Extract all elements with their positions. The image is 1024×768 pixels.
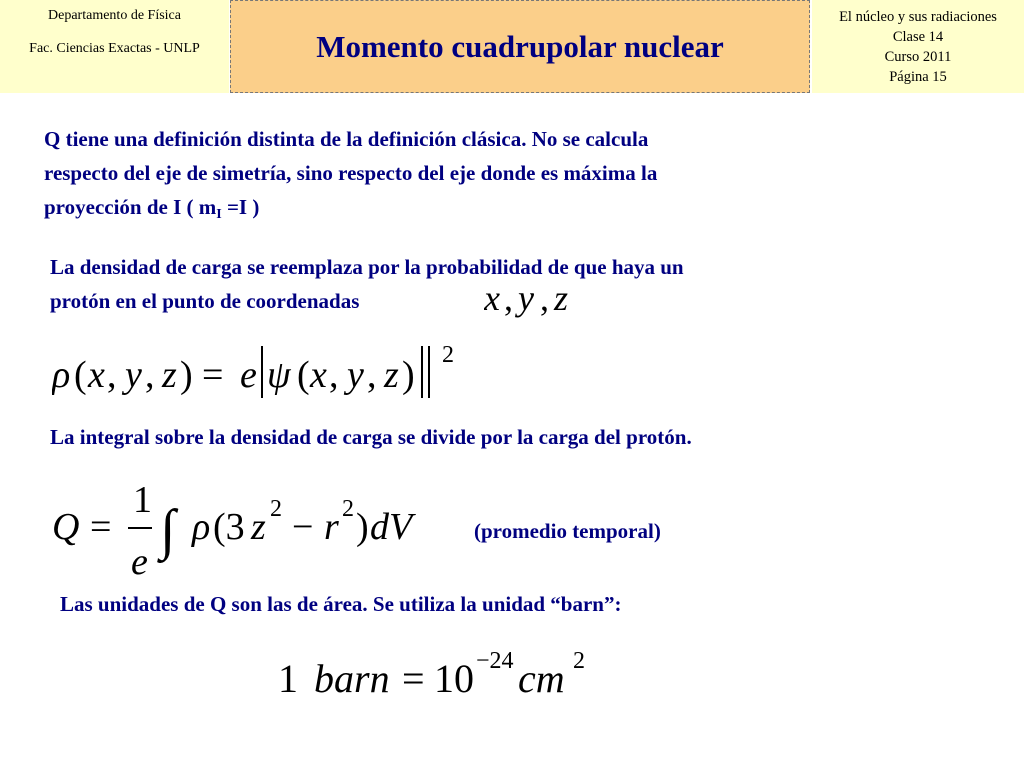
svg-text:x: x xyxy=(88,354,105,396)
header-right-panel xyxy=(812,0,1024,93)
svg-text:y: y xyxy=(125,354,142,396)
svg-text:10: 10 xyxy=(434,656,474,701)
page-title: Momento cuadrupolar nuclear xyxy=(316,29,724,64)
svg-text:x: x xyxy=(310,354,327,396)
faculty-label: Fac. Ciencias Exactas - UNLP xyxy=(29,41,200,56)
time-average-note: (promedio temporal) xyxy=(474,519,661,543)
svg-text:2: 2 xyxy=(442,342,454,368)
svg-text:2: 2 xyxy=(342,496,354,522)
svg-text:z: z xyxy=(162,354,177,396)
paragraph-line: Q tiene una definición distinta de la definición clásica. No se calcula xyxy=(44,127,649,151)
svg-text:dV: dV xyxy=(370,506,413,548)
paragraph-units: Las unidades de Q son las de área. Se utiliza la unidad “barn”: xyxy=(60,592,622,616)
svg-text:∫: ∫ xyxy=(160,499,176,561)
svg-text:e: e xyxy=(240,354,257,396)
barn-unit-equation xyxy=(278,640,598,706)
svg-text:z: z xyxy=(554,278,569,318)
svg-text:y: y xyxy=(518,278,534,318)
svg-text:z: z xyxy=(384,354,399,396)
department-label: Departamento de Física xyxy=(48,8,181,23)
svg-text:barn: barn xyxy=(314,656,390,701)
svg-text:cm: cm xyxy=(518,656,565,701)
svg-text:,: , xyxy=(367,354,377,396)
course-label: El núcleo y sus radiaciones xyxy=(839,9,997,25)
svg-text:(: ( xyxy=(297,354,310,396)
svg-text:): ) xyxy=(180,354,193,396)
svg-text:1: 1 xyxy=(133,479,152,521)
paragraph-line xyxy=(44,190,944,232)
paragraph-line: La densidad de carga se reemplaza por la probabilidad de que haya un xyxy=(50,255,684,279)
svg-text:,: , xyxy=(504,278,513,318)
svg-text:,: , xyxy=(145,354,155,396)
svg-text:−: − xyxy=(292,506,314,548)
svg-text:ρ: ρ xyxy=(52,354,71,396)
year-label: Curso 2011 xyxy=(884,49,952,65)
svg-text:2: 2 xyxy=(270,496,282,522)
svg-text:(: ( xyxy=(74,354,87,396)
svg-text:=: = xyxy=(202,354,224,396)
svg-text:z: z xyxy=(251,506,266,548)
svg-text:ψ: ψ xyxy=(267,354,291,396)
paragraph-line: respecto del eje de simetría, sino respecto del eje donde es máxima la xyxy=(44,161,658,185)
svg-text:−24: −24 xyxy=(476,648,514,674)
probability-density-equation xyxy=(52,336,472,406)
svg-text:2: 2 xyxy=(573,648,585,674)
paragraph-text: =I ) xyxy=(221,195,260,219)
class-label: Clase 14 xyxy=(892,29,944,45)
svg-text:Q: Q xyxy=(52,506,80,548)
svg-text:): ) xyxy=(402,354,415,396)
svg-text:,: , xyxy=(329,354,339,396)
svg-text:ρ: ρ xyxy=(192,506,211,548)
svg-text:=: = xyxy=(90,506,112,548)
subscript-i: I xyxy=(216,207,222,222)
svg-text:1: 1 xyxy=(278,656,298,701)
svg-text:y: y xyxy=(347,354,364,396)
svg-text:): ) xyxy=(356,506,369,548)
paragraph-definition xyxy=(44,122,944,232)
coordinates-equation xyxy=(484,276,594,324)
paragraph-line: protón en el punto de coordenadas xyxy=(50,289,360,313)
svg-text:,: , xyxy=(540,278,549,318)
svg-text:=: = xyxy=(402,656,425,701)
svg-text:e: e xyxy=(131,541,148,583)
header-title-panel xyxy=(230,0,810,93)
paragraph-text: proyección de I ( m xyxy=(44,195,217,219)
header-left-panel xyxy=(0,0,229,93)
paragraph-integral: La integral sobre la densidad de carga se divide por la carga del protón. xyxy=(50,425,692,449)
svg-text:x: x xyxy=(484,278,500,318)
svg-text:,: , xyxy=(107,354,117,396)
svg-text:(3: (3 xyxy=(213,506,245,548)
page-number: Página 15 xyxy=(889,69,947,85)
svg-text:r: r xyxy=(324,506,339,548)
quadrupole-moment-equation xyxy=(52,476,452,586)
